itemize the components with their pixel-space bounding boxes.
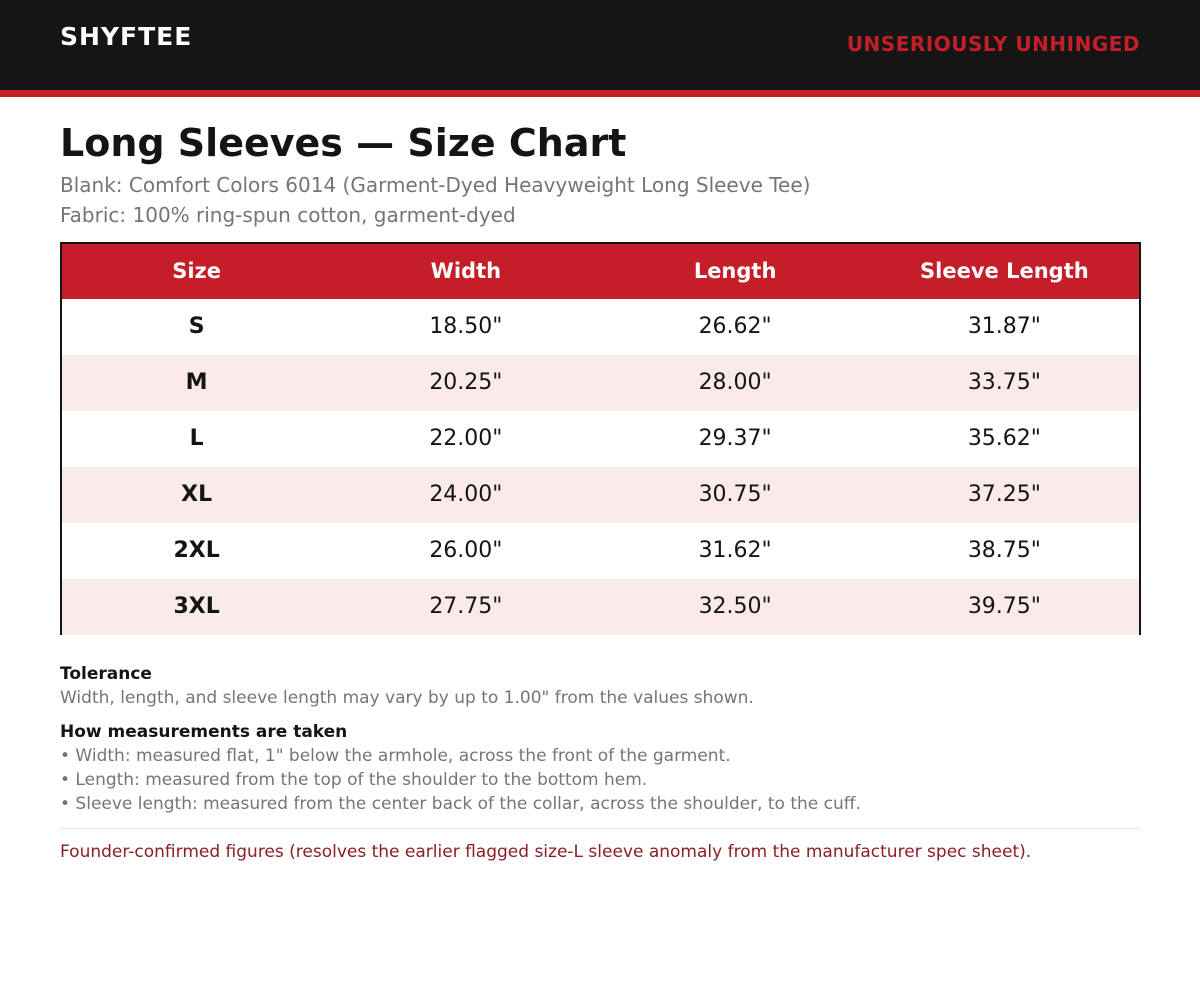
sleeve-length-cell: 39.75": [967, 594, 1041, 619]
table-row: [62, 579, 1139, 635]
width-cell: 18.50": [429, 314, 503, 339]
width-cell: 26.00": [429, 538, 503, 563]
table-header-row: [62, 244, 1139, 299]
column-header-width: Width: [430, 259, 502, 283]
width-cell: 24.00": [429, 482, 503, 507]
length-cell: 28.00": [698, 370, 772, 395]
founder-note: Founder-confirmed figures (resolves the earlier flagged size-L sleeve anomaly from the manufacturer spec sheet).: [60, 842, 1032, 862]
sleeve-length-cell: 37.25": [967, 482, 1041, 507]
size-cell: 3XL: [173, 594, 220, 619]
column-header-sleeve-length: Sleeve Length: [920, 259, 1089, 283]
table-row: [62, 467, 1139, 523]
table-body: [62, 299, 1139, 635]
measurement-bullet-width: • Width: measured flat, 1" below the armhole, across the front of the garment.: [60, 746, 731, 766]
fabric-info: Fabric: 100% ring-spun cotton, garment-dyed: [60, 203, 516, 227]
brand-tagline: UNSERIOUSLY UNHINGED: [846, 32, 1140, 56]
width-cell: 27.75": [429, 594, 503, 619]
page-title: Long Sleeves — Size Chart: [60, 121, 627, 165]
size-cell: XL: [181, 482, 213, 507]
length-cell: 30.75": [698, 482, 772, 507]
tolerance-heading: Tolerance: [60, 664, 152, 684]
sleeve-length-cell: 33.75": [967, 370, 1041, 395]
sleeve-length-cell: 31.87": [967, 314, 1041, 339]
column-header-size: Size: [172, 259, 222, 283]
table-row: [62, 411, 1139, 467]
table-row: [62, 299, 1139, 355]
width-cell: 20.25": [429, 370, 503, 395]
width-cell: 22.00": [429, 426, 503, 451]
table-row: [62, 355, 1139, 411]
header-accent-line: [0, 90, 1200, 97]
brand-logo-text: SHYFTEE: [60, 22, 193, 51]
measurement-bullet-sleeve: • Sleeve length: measured from the center back of the collar, across the shoulder, to the cuff.: [60, 794, 861, 814]
divider: [60, 828, 1140, 829]
size-cell: S: [188, 314, 205, 339]
blank-info: Blank: Comfort Colors 6014 (Garment-Dyed Heavyweight Long Sleeve Tee): [60, 173, 811, 197]
tolerance-text: Width, length, and sleeve length may vary by up to 1.00" from the values shown.: [60, 688, 754, 708]
length-cell: 26.62": [698, 314, 772, 339]
sleeve-length-cell: 38.75": [967, 538, 1041, 563]
sleeve-length-cell: 35.62": [967, 426, 1041, 451]
length-cell: 31.62": [698, 538, 772, 563]
measurements-heading: How measurements are taken: [60, 722, 348, 742]
table-row: [62, 523, 1139, 579]
size-chart-table: [60, 242, 1141, 635]
top-bar: [0, 0, 1200, 90]
size-cell: 2XL: [173, 538, 220, 563]
size-cell: M: [185, 370, 208, 395]
size-cell: L: [189, 426, 204, 451]
length-cell: 32.50": [698, 594, 772, 619]
measurement-bullet-length: • Length: measured from the top of the shoulder to the bottom hem.: [60, 770, 648, 790]
column-header-length: Length: [693, 259, 777, 283]
length-cell: 29.37": [698, 426, 772, 451]
